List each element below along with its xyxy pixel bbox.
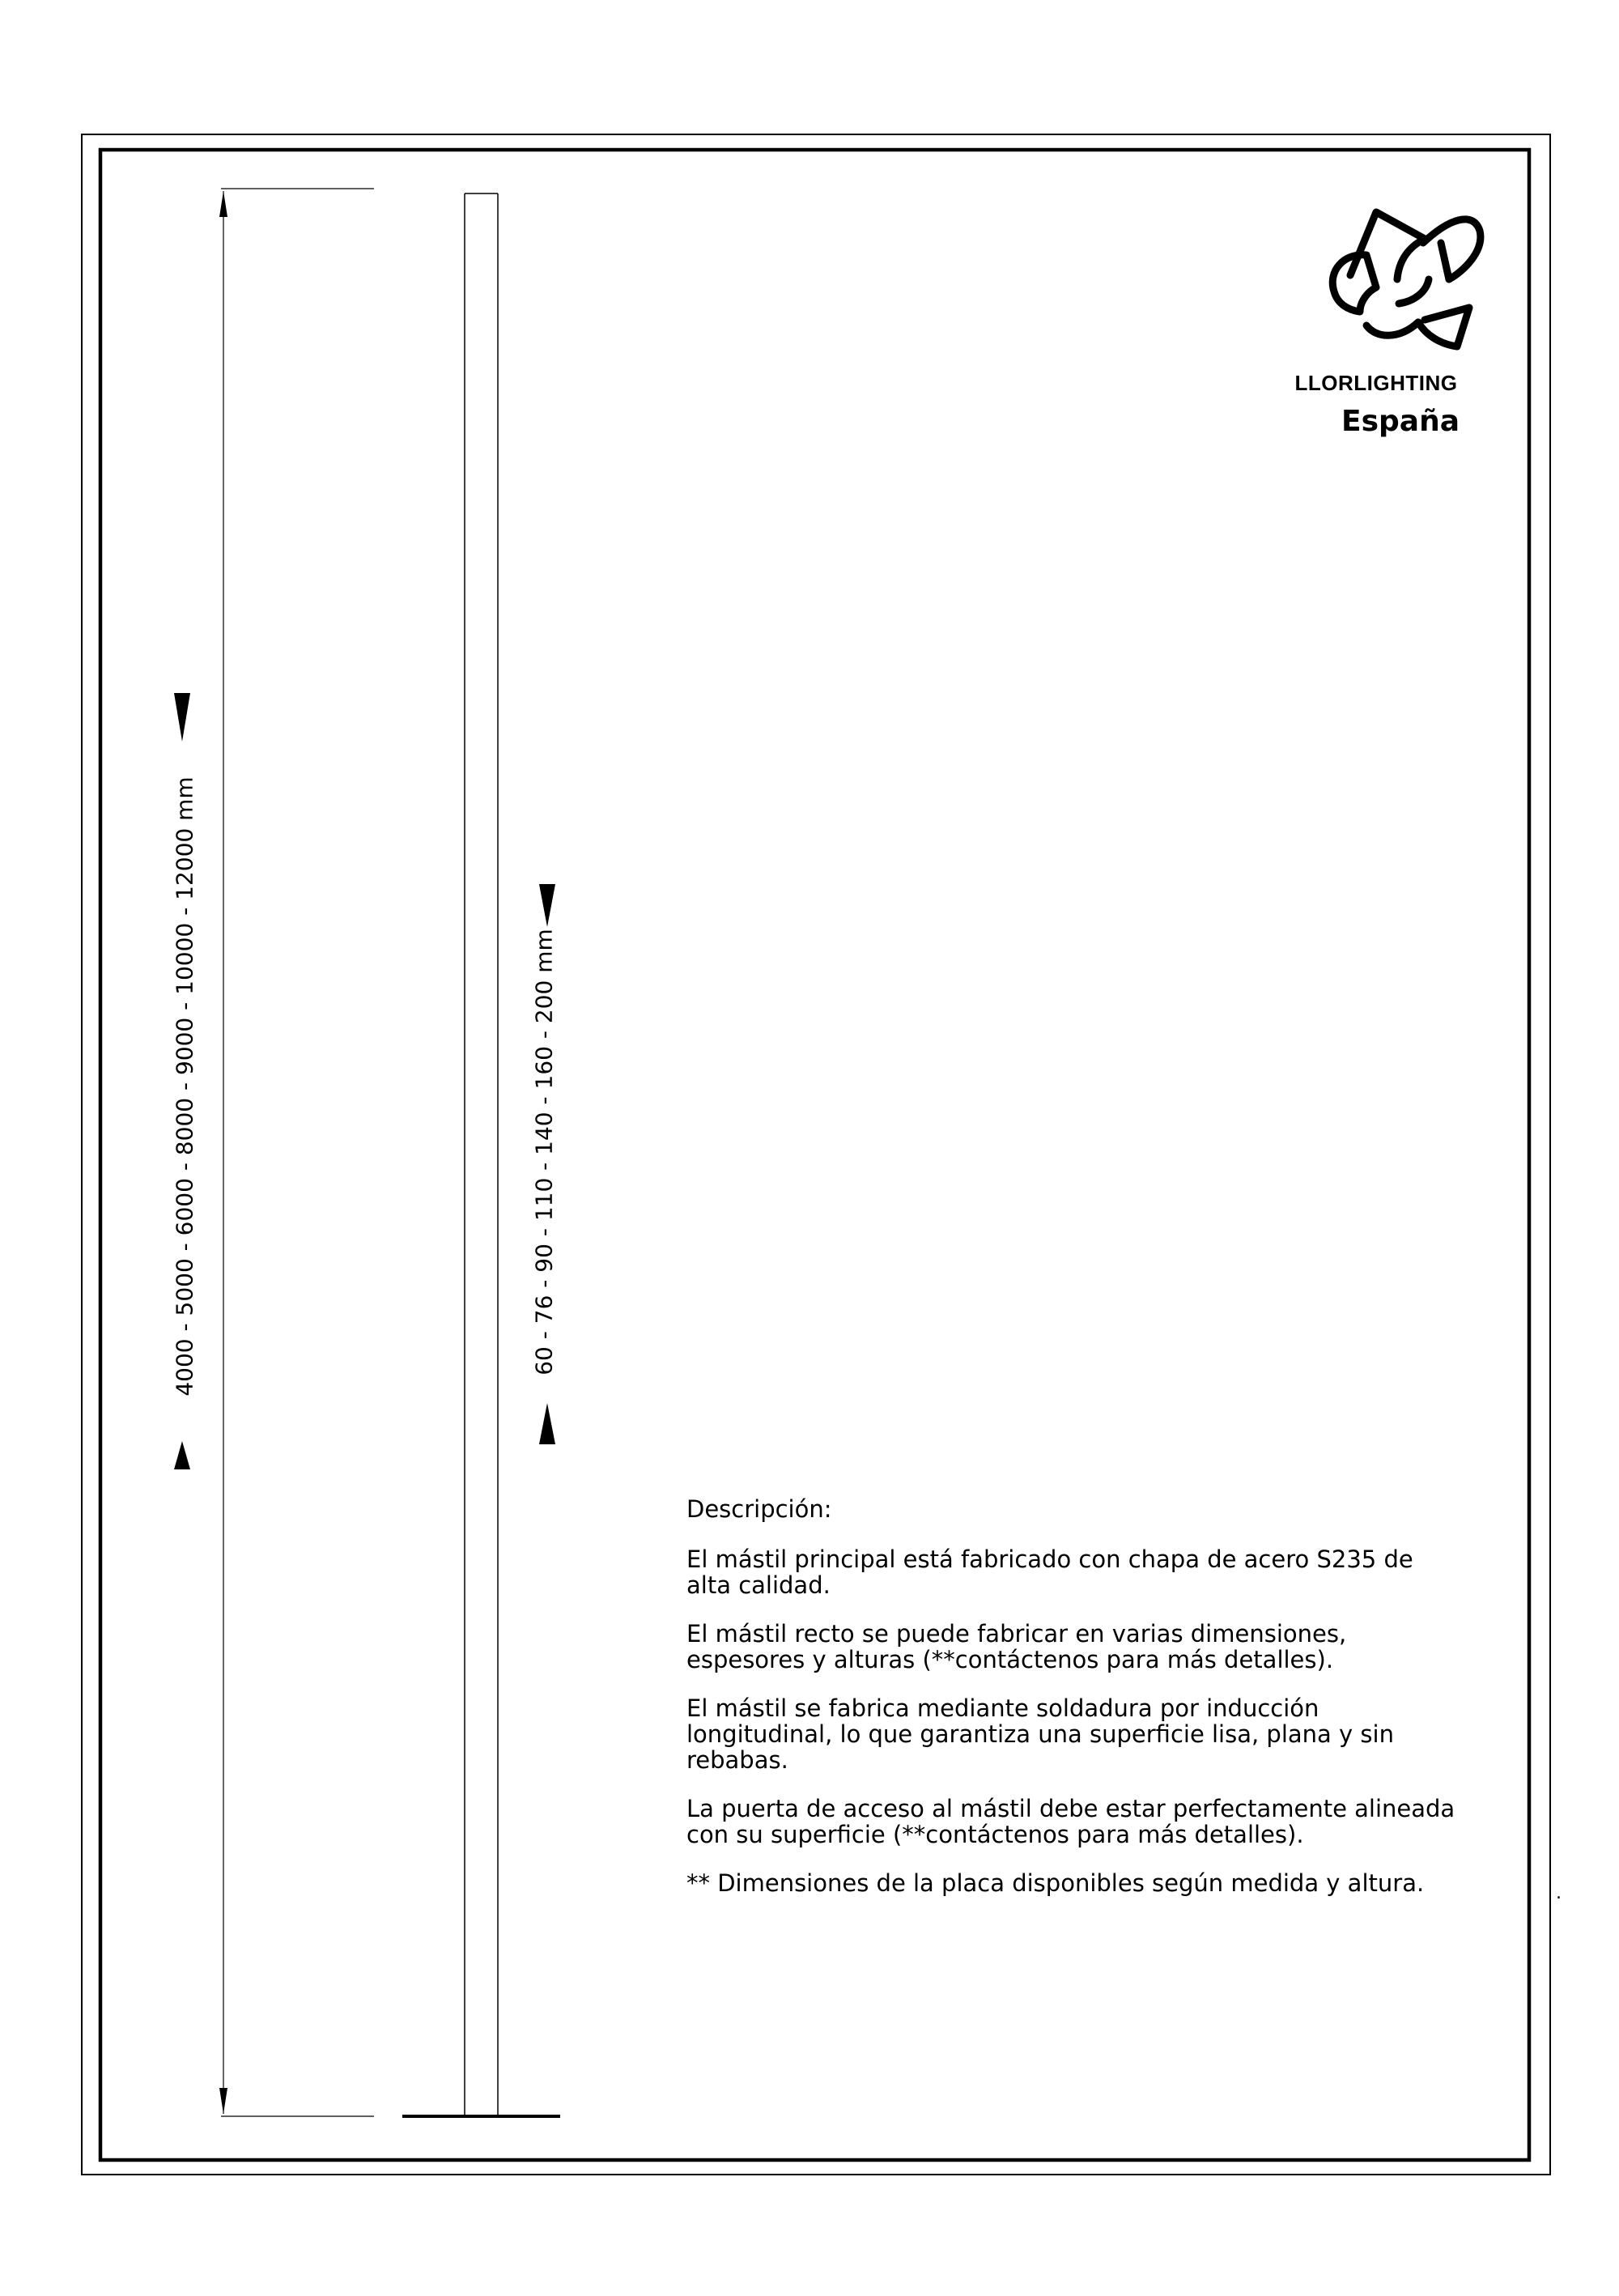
dimension-arrow-down-icon bbox=[219, 2088, 227, 2114]
diameter-options-label: 60 - 76 - 90 - 110 - 140 - 160 - 200 mm bbox=[530, 929, 558, 1375]
description-paragraph-2 bbox=[686, 1621, 1464, 1673]
description-line: alta calidad. bbox=[686, 1571, 831, 1599]
description-block bbox=[686, 1496, 1464, 1919]
description-title: Descripción: bbox=[686, 1495, 832, 1523]
description-line: espesores y alturas (**contáctenos para más detalles). bbox=[686, 1646, 1334, 1673]
description-line: El mástil recto se puede fabricar en varias dimensiones, bbox=[686, 1620, 1347, 1648]
description-line: rebabas. bbox=[686, 1746, 788, 1774]
brand-country: España bbox=[1341, 405, 1460, 438]
description-note bbox=[686, 1870, 1464, 1896]
llorlighting-pinwheel-logo-icon bbox=[1332, 212, 1481, 347]
height-range-marker-bottom-icon bbox=[174, 1441, 190, 1469]
brand-name: LLORLIGHTING bbox=[1294, 371, 1458, 395]
description-line: La puerta de acceso al mástil debe estar perfectamente alineada bbox=[686, 1795, 1455, 1822]
height-range-marker-top-icon bbox=[174, 693, 190, 742]
height-dimension bbox=[219, 189, 374, 2116]
description-paragraph-1 bbox=[686, 1546, 1464, 1598]
description-paragraph-3 bbox=[686, 1695, 1464, 1773]
footnote-mark: . bbox=[1556, 1883, 1562, 1903]
description-paragraph-4 bbox=[686, 1796, 1464, 1847]
description-line: ** Dimensiones de la placa disponibles según medida y altura. bbox=[686, 1869, 1425, 1897]
diameter-range-marker-bottom-icon bbox=[539, 1403, 555, 1444]
dimension-arrow-up-icon bbox=[219, 191, 227, 217]
height-options-label: 4000 - 5000 - 6000 - 8000 - 9000 - 10000 - 12000 mm bbox=[171, 776, 198, 1397]
description-line: El mástil se fabrica mediante soldadura por inducción bbox=[686, 1694, 1319, 1722]
diameter-range-marker-top-icon bbox=[539, 884, 555, 927]
description-line: longitudinal, lo que garantiza una superficie lisa, plana y sin bbox=[686, 1720, 1394, 1748]
description-line: El mástil principal está fabricado con chapa de acero S235 de bbox=[686, 1546, 1413, 1573]
description-line: con su superficie (**contáctenos para más detalles). bbox=[686, 1821, 1304, 1848]
